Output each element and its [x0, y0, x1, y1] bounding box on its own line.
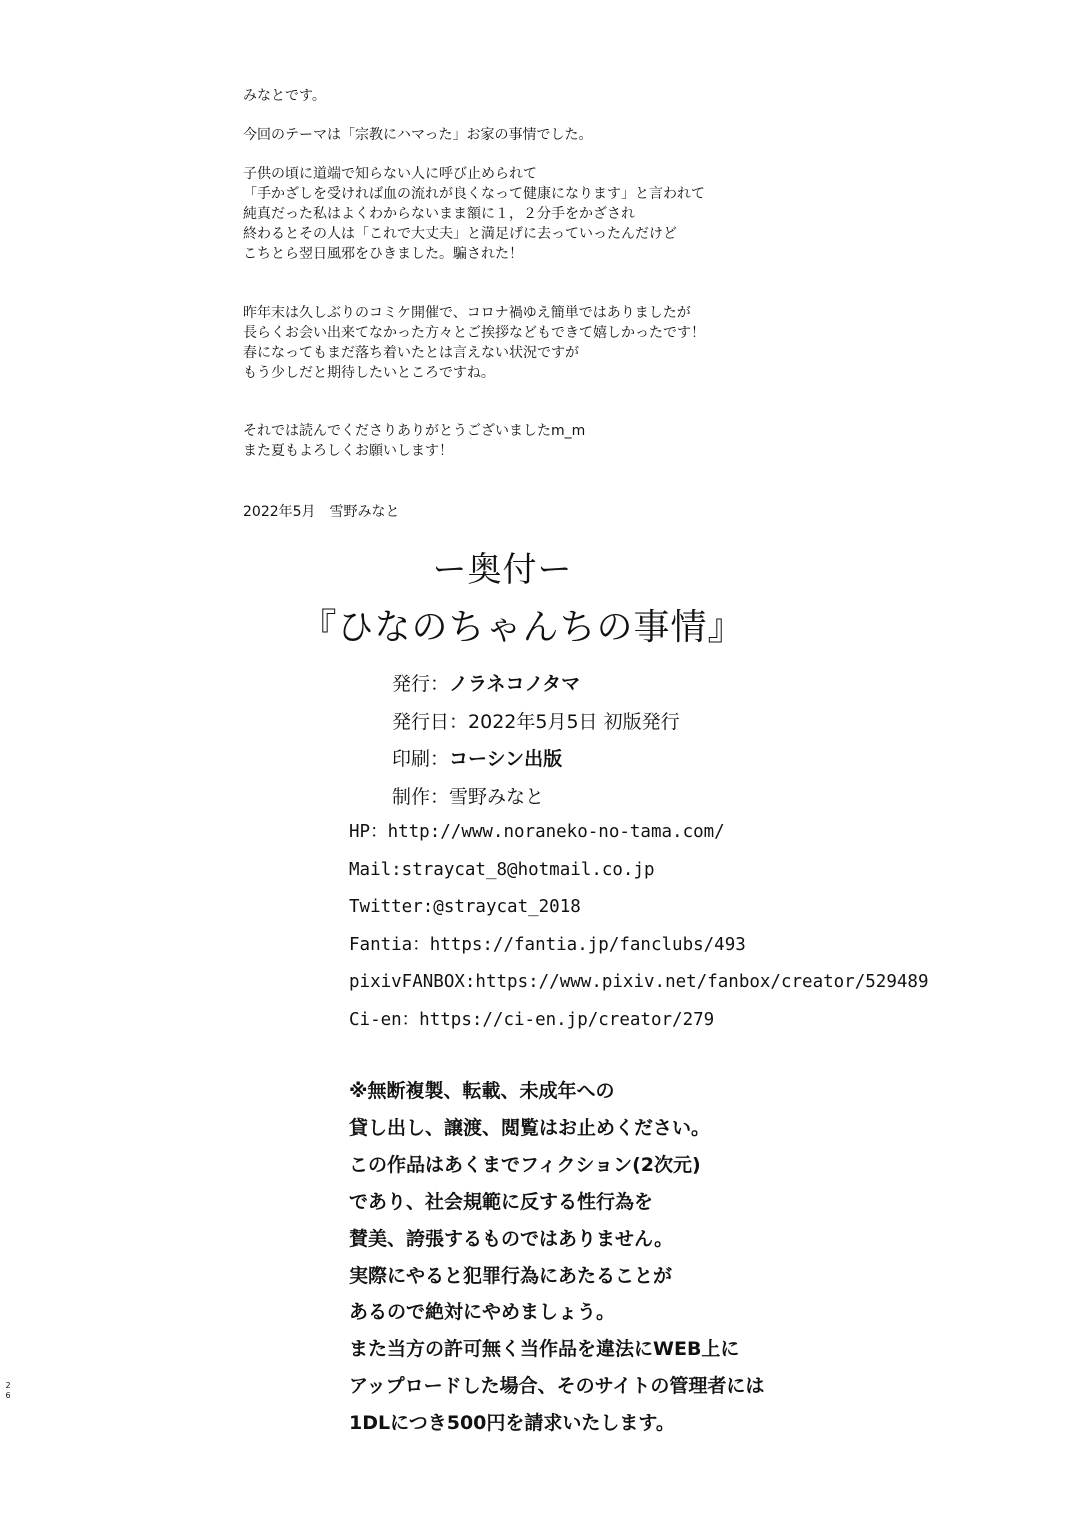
story-line: 子供の頃に道端で知らない人に呼び止められて — [243, 166, 537, 182]
notice-line: この作品はあくまでフィクション(2次元) — [349, 1153, 701, 1176]
notice-line: 貸し出し、譲渡、閲覧はお止めください。 — [349, 1116, 711, 1139]
notice-line: アップロードした場合、そのサイトの管理者には — [349, 1375, 765, 1398]
author-name: 雪野みなと — [449, 785, 545, 808]
notice-line: あるので絶対にやめましょう。 — [349, 1301, 616, 1324]
printer-name: コーシン出版 — [449, 748, 563, 770]
thanks-line: また夏もよろしくお願いします！ — [243, 443, 453, 459]
notice-line: 賛美、誇張するものではありません。 — [349, 1227, 674, 1250]
colophon-credits — [392, 666, 680, 816]
printer-label: 印刷： — [392, 748, 450, 770]
story-line: 「手かざしを受ければ血の流れが良くなって健康になります」と言われて — [243, 186, 705, 202]
homepage-link: HP：http://www.noraneko-no-tama.com/ — [349, 822, 725, 842]
afterword-story — [243, 164, 883, 264]
contact-links — [349, 814, 928, 1040]
comiket-line: 昨年末は久しぶりのコミケ開催で、コロナ禍ゆえ簡単ではありましたが — [243, 305, 691, 321]
afterword-thanks — [243, 421, 883, 461]
book-title: 『ひなのちゃんちの事情』 — [300, 607, 745, 648]
comiket-line: 春になってもまだ落ち着いたとは言えない状況ですが — [243, 345, 579, 361]
fantia-link: Fantia：https://fantia.jp/fanclubs/493 — [349, 934, 746, 955]
comiket-line: もう少しだと期待したいところですね。 — [243, 365, 495, 381]
publish-date: 2022年5月5日 初版発行 — [468, 710, 680, 733]
notice-line: 実際にやると犯罪行為にあたることが — [349, 1264, 673, 1287]
notice-line: 1DLにつき500円を請求いたします。 — [349, 1412, 675, 1435]
mail-link: Mail:straycat_8@hotmail.co.jp — [349, 859, 655, 880]
afterword-greeting: みなとです。 — [243, 88, 326, 104]
printer-row — [392, 741, 680, 779]
page-number — [3, 1381, 13, 1401]
thanks-line: それでは読んでくださりありがとうございましたm_m — [243, 423, 586, 439]
story-line: 終わるとその人は「これで大丈夫」と満足げに去っていったんだけど — [243, 226, 677, 242]
publish-date-label: 発行日： — [392, 710, 469, 733]
publisher-row — [392, 666, 680, 704]
publish-date-row — [392, 704, 680, 742]
author-label: 制作： — [392, 785, 450, 808]
afterword-theme: 今回のテーマは「宗教にハマった」お家の事情でした。 — [243, 127, 593, 143]
publisher-label: 発行： — [392, 673, 450, 695]
twitter-link: Twitter:@straycat_2018 — [349, 897, 581, 918]
page-number-digit: 6 — [5, 1391, 11, 1400]
colophon-heading: ー奥付ー — [432, 550, 573, 590]
afterword — [243, 86, 883, 522]
author-row — [392, 779, 680, 817]
ci-en-link: Ci-en：https://ci-en.jp/creator/279 — [349, 1009, 715, 1030]
page-number-digit: 2 — [5, 1381, 11, 1390]
afterword-signature: 2022年5月 雪野みなと — [243, 504, 400, 520]
fanbox-link: pixivFANBOX:https://www.pixiv.net/fanbox/creator/529489 — [349, 972, 929, 993]
notice-line: であり、社会規範に反する性行為を — [349, 1190, 654, 1213]
story-line: 純真だった私はよくわからないまま額に１，２分手をかざされ — [243, 206, 635, 222]
legal-notice — [349, 1073, 764, 1442]
afterword-comiket — [243, 303, 883, 383]
publisher-name: ノラネコノタマ — [449, 673, 581, 695]
notice-line: ※無断複製、転載、未成年への — [349, 1080, 615, 1102]
notice-line: また当方の許可無く当作品を違法にWEB上に — [349, 1338, 740, 1361]
comiket-line: 長らくお会い出来てなかった方々とご挨拶などもできて嬉しかったです！ — [243, 325, 705, 341]
story-line: こちとら翌日風邪をひきました。騙された！ — [243, 246, 523, 262]
